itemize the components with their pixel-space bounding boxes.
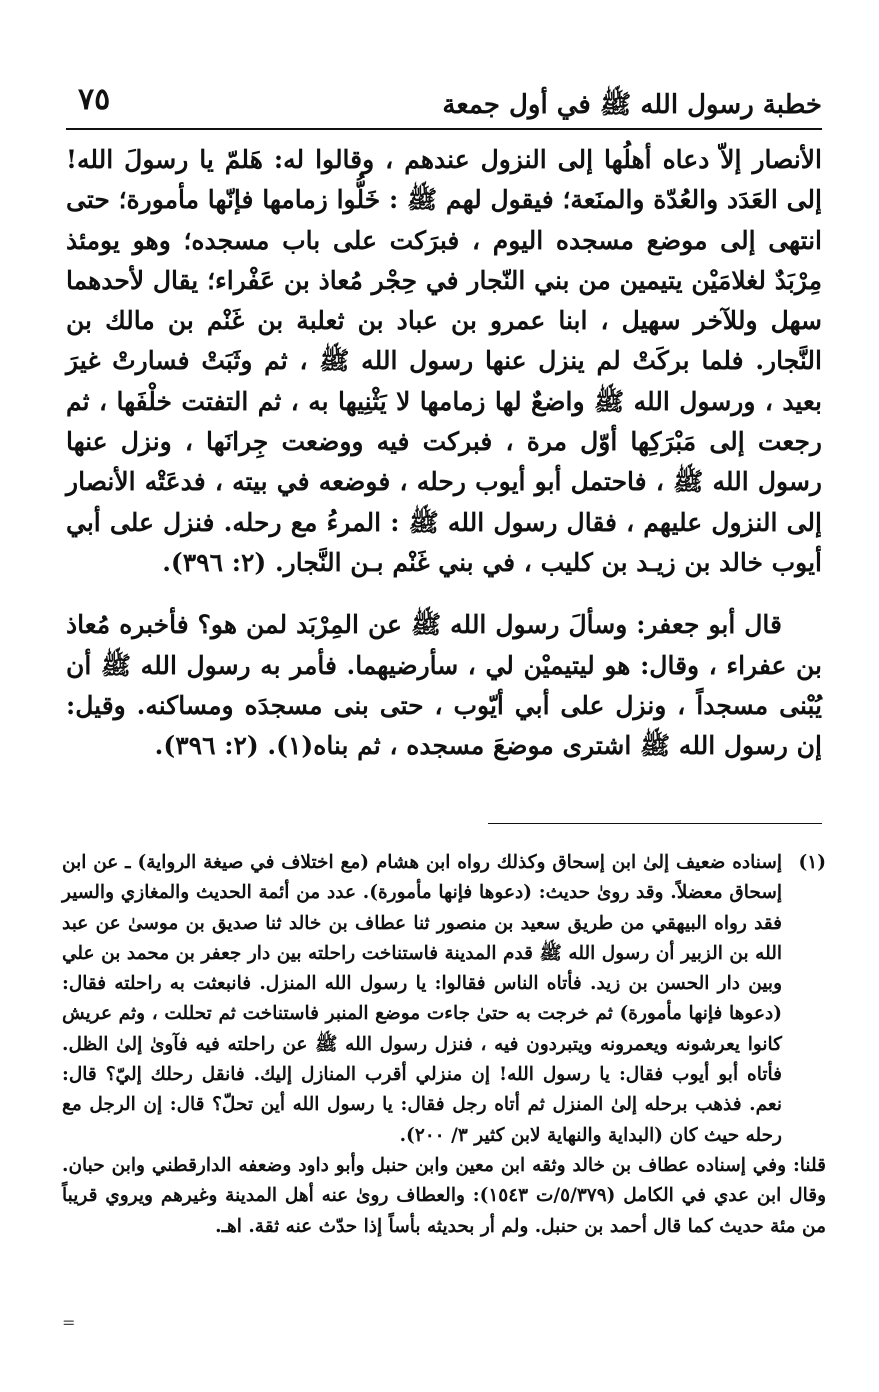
header-rule [66,128,822,130]
paragraph: الأنصار إلاّ دعاه أهلُها إلى النزول عندهم ، وقالوا له: هَلمّ يا رسولَ الله! إلى العَدَد والعُدّة والمنَعة؛ فيقول لهم ﷺ : خَلُّوا زمامها فإنّها مأمورة؛ حتى انتهى إلى موضع مسجده اليوم ، فبرَكت على باب مسجده؛ وهو يومئذ مِرْبَدٌ لغلامَيْن يتيمين من بني النّجار في حِجْر مُعاذ بن عَفْراء؛ يقال لأحدهما سهل وللآخر سهيل ، ابنا عمرو بن عباد بن ثعلبة بن غَنْم بن مالك بن النَّجار. فلما بركَتْ لم ينزل عنها رسول الله ﷺ ، ثم وثَبَتْ فسارتْ غيرَ بعيد ، ورسول الله ﷺ واضعٌ لها زمامها لا يَثْنِيها به ، ثم التفتت خلْفَها ، ثم رجعت إلى مَبْرَكِها أوّل مرة ، فبركت فيه ووضعت جِرانَها ، ونزل عنها رسول الله ﷺ ، فاحتمل أبو أيوب رحله ، فوضعه في بيته ، فدعَتْه الأنصار إلى النزول عليهم ، فقال رسول الله ﷺ : المرءُ مع رحله. فنزل على أبي أيوب خالد بن زيـد بن كليب ، في بني غَنْم بـن النَّجار. (٢: ٣٩٦). [66,145,822,577]
margin-mark: = [62,1313,76,1332]
page-number: ٧٥ [78,82,111,117]
page-header [66,82,822,126]
footnote-comment: قلنا: وفي إسناده عطاف بن خالد وثقه ابن معين وابن حنبل وأبو داود وضعفه الدارقطني وابن حبان. وقال ابن عدي في الكامل (٥/٣٧٩/ت ١٥٤٣): والعطاف روىٰ عنه أهل المدينة وغيرهم ويروي قريباً من مئة حديث كما قال أحمد بن حنبل. ولم أر بحديثه بأساً إذا حدّث عنه ثقة. اهـ. [62,1154,826,1237]
footnote-separator [488,823,822,824]
footnotes [62,848,826,1242]
main-text [66,140,822,766]
footnote-marker: (١) [798,852,826,873]
footnote-item [62,848,826,1151]
footnote-text: إسناده ضعيف إلىٰ ابن إسحاق وكذلك رواه ابن هشام (مع اختلاف في صيغة الرواية) ـ عن ابن إسحاق معضلاً. وقد روىٰ حديث: (دعوها فإنها مأمورة). عدد من أئمة الحديث والمغازي والسير فقد رواه البيهقي من طريق سعيد بن منصور ثنا عطاف بن خالد ثنا صديق بن موسىٰ عن عبد الله بن الزبير أن رسول الله ﷺ قدم المدينة فاستناخت راحلته بين دار جعفر بن محمد بن علي وبين دار الحسن بن زيد. فأتاه الناس فقالوا: يا رسول الله المنزل. فانبعثت به راحلته فقال: (دعوها فإنها مأمورة) ثم خرجت به حتىٰ جاءت موضع المنبر فاستناخت ثم تحللت ، وثم عريش كانوا يعرشونه ويعمرونه ويتبردون فيه ، فنزل رسول الله ﷺ عن راحلته فيه فآوىٰ إلىٰ الظل. فأتاه أبو أيوب فقال: يا رسول الله! إن منزلي أقرب المنازل إليك. فانقل رحلك إليّ؟ قال: نعم. فذهب برحله إلىٰ المنزل ثم أتاه رجل فقال: يا رسول الله أين تحلّ؟ قال: إن الرجل مع رحله حيث كان (البداية والنهاية لابن كثير ٣/ ٢٠٠). [62,852,782,1146]
running-title: خطبة رسول الله ﷺ في أول جمعة [442,90,822,120]
paragraph: قال أبو جعفر: وسألَ رسول الله ﷺ عن المِرْبَد لمن هو؟ فأخبره مُعاذ بن عفراء ، وقال: هو ليتيميْن لي ، سأرضيهما. فأمر به رسول الله ﷺ أن يُبْنى مسجداً ، ونزل على أبي أيّوب ، حتى بنى مسجدَه ومساكنه. وقيل: إن رسول الله ﷺ اشترى موضعَ مسجده ، ثم بناه(١). (٢: ٣٩٦). [66,610,822,761]
